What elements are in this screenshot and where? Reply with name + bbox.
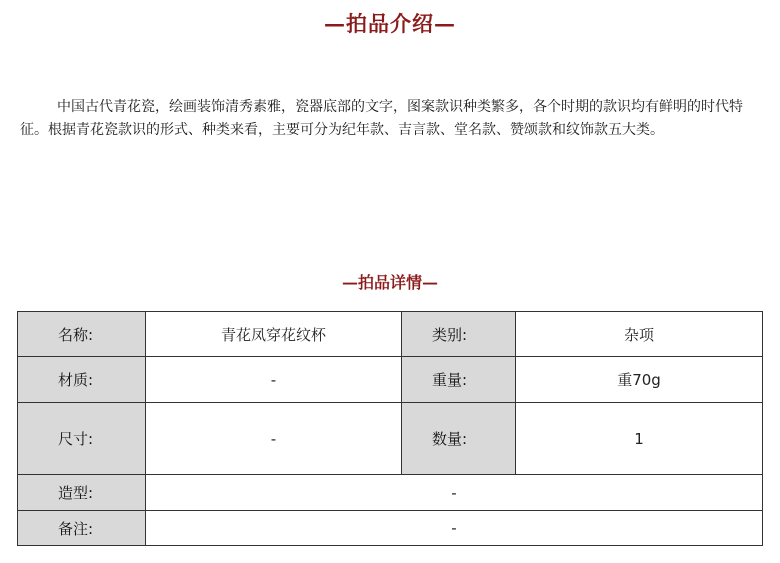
material-label: 材质: [18, 357, 146, 403]
details-table [17, 311, 763, 546]
shape-label: 造型: [18, 475, 146, 511]
category-label: 类别: [402, 312, 516, 357]
category-value: 杂项 [516, 312, 763, 357]
table-row [18, 403, 763, 475]
name-label: 名称: [18, 312, 146, 357]
table-row [18, 312, 763, 357]
intro-paragraph: 中国古代青花瓷，绘画装饰清秀素雅，瓷器底部的文字，图案款识种类繁多，各个时期的款识均有鲜明的时代特征。根据青花瓷款识的形式、种类来看，主要可分为纪年款、吉言款、堂名款、赞颂款和纹饰款五大类。 [20, 99, 743, 138]
quantity-label: 数量: [402, 403, 516, 475]
remark-label: 备注: [18, 511, 146, 546]
size-value: - [146, 403, 402, 475]
quantity-value: 1 [516, 403, 763, 475]
weight-value: 重70g [516, 357, 763, 403]
table-row [18, 357, 763, 403]
weight-label: 重量: [402, 357, 516, 403]
details-title: —拍品详情— [341, 273, 438, 292]
size-label: 尺寸: [18, 403, 146, 475]
remark-value: - [146, 511, 763, 546]
intro-title: —拍品介绍— [324, 11, 456, 36]
shape-value: - [146, 475, 763, 511]
name-value: 青花凤穿花纹杯 [146, 312, 402, 357]
material-value: - [146, 357, 402, 403]
table-row [18, 475, 763, 511]
table-row [18, 511, 763, 546]
